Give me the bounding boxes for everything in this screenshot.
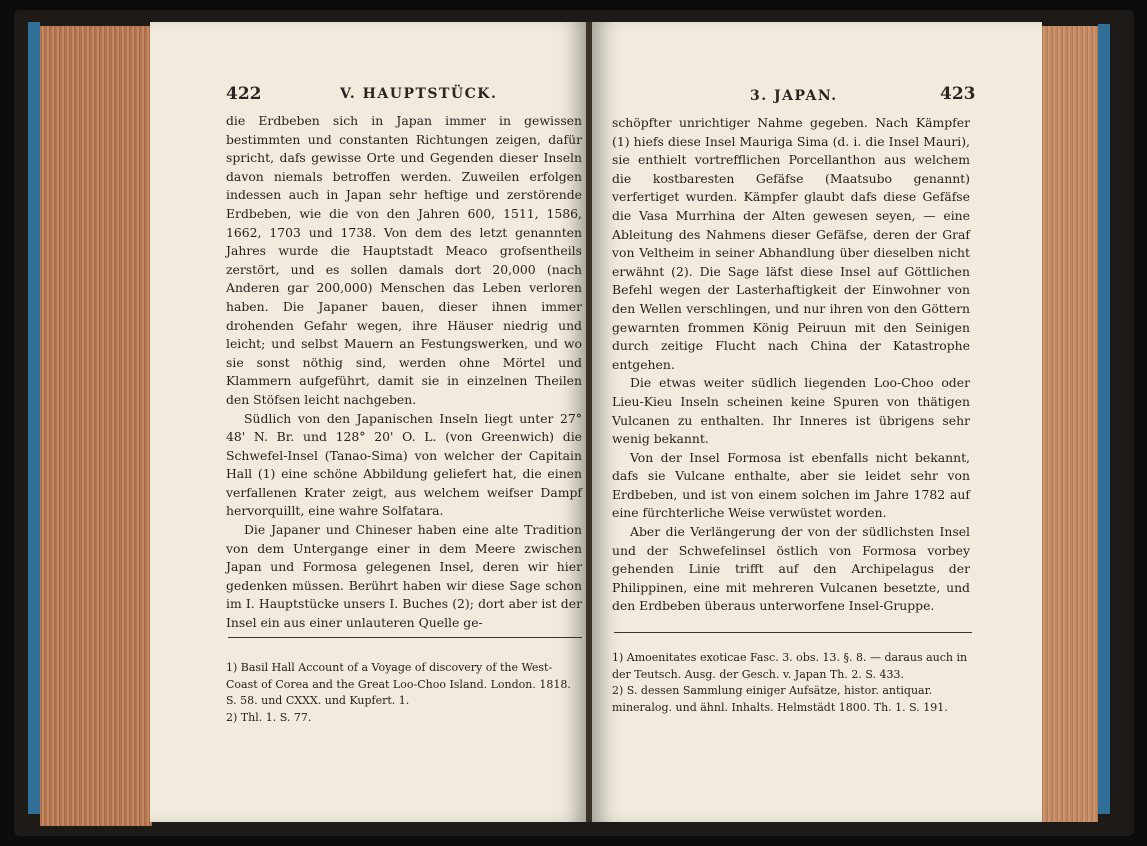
footnote: 2) Thl. 1. S. 77. xyxy=(226,710,312,724)
paragraph: Südlich von den Japanischen Inseln liegt unter 27° 48' N. Br. und 128° 20' O. L. (von Greenwich) die Schwefel-Insel (Tanao-Sima) von welcher der Capitain Hall (1) eine schöne Abbildung geliefert hat, die einen verfallenen Krater zeigt, aus welchem weifser Dampf hervorquillt, eine wahre Solfatara. xyxy=(226,410,582,519)
footnote: 1) Amoenitates exoticae Fasc. 3. obs. 13. §. 8. — daraus auch in der Teutsch. Ausg. der Gesch. v. Japan Th. 2. S. 433. xyxy=(612,651,968,681)
running-head-right: 3. JAPAN. xyxy=(750,88,838,104)
paragraph: Von der Insel Formosa ist ebenfalls nicht bekannt, dafs sie Vulcane enthalte, aber sie leidet sehr von Erdbeben, und ist von einem solchen im Jahre 1782 auf eine fürchterliche Weise verwüstet worden. xyxy=(612,449,970,521)
right-cover-edge xyxy=(1098,24,1110,814)
paragraph: Aber die Verlängerung der von der südlichsten Insel und der Schwefelinsel östlich von Formosa vorbey gehenden Linie trifft auf den Archipelagus der Philippinen, eine mit mehreren Vulcanen besetzte, und den Erdbeben überaus unterworfene Insel-Gruppe. xyxy=(612,524,970,614)
paragraph: schöpfter unrichtiger Nahme gegeben. Nach Kämpfer (1) hiefs diese Insel Mauriga Sima (d. i. die Insel Mauri), sie enthielt vortrefflichen Porcellanthon aus welchem die kostbaresten Gefäfse (Maatsubo genannt) verfertiget wurden. Kämpfer glaubt dafs diese Gefäfse die Vasa Murrhina der Alten gewesen seyen, — eine Ableitung des Nahmens dieser Gefäfse, deren der Graf von Veltheim in seiner Abhandlung über dieselben nicht erwähnt (2). Die Sage läfst diese Insel auf Göttlichen Befehl wegen der Lasterhaftigkeit der Einwohner von den Wellen verschlingen, und nur ihren von den Göttern gewarnten frommen König Peiruun mit den Seinigen durch zeitige Flucht nach China der Katastrophe entgehen. xyxy=(612,115,970,372)
footnote-rule-right xyxy=(614,632,972,633)
page-number-right: 423 xyxy=(940,84,976,104)
book-gutter xyxy=(586,22,592,822)
footnote-rule-left xyxy=(228,637,582,638)
footnote: 1) Basil Hall Account of a Voyage of discovery of the West-Coast of Corea and the Great Loo-Choo Island. London. 1818. S. 58. und CXXX. und Kupfert. 1. xyxy=(226,661,571,708)
paragraph: die Erdbeben sich in Japan immer in gewissen bestimmten und constanten Richtungen zeigen, dafür spricht, dafs gewisse Orte und Gegenden dieser Inseln davon niemals betroffen werden. Zuweilen erfolgen indessen auch in Japan sehr heftige und zerstörende Erdbeben, wie die von den Jahren 600, 1511, 1586, 1662, 1703 und 1738. Von dem des letzt genannten Jahres wurde die Hauptstadt Meaco grofsentheils zerstört, und es sollen damals dort 20,000 (nach Anderen gar 200,000) Menschen das Leben verloren haben. Die Japaner bauen, dieser ihnen immer drohenden Gefahr wegen, ihre Häuser niedrig und leicht; und selbst Mauern an Festungswerken, und wo sie sonst nöthig sind, werden ohne Mörtel und Klammern aufgeführt, damit sie in einzelnen Theilen den Stöfsen leicht nachgeben. xyxy=(226,113,582,407)
left-page-edges xyxy=(40,26,152,826)
left-page-text xyxy=(226,112,582,633)
footnote: 2) S. dessen Sammlung einiger Aufsätze, histor. antiquar. mineralog. und ähnl. Inhalts. Helmstädt 1800. Th. 1. S. 191. xyxy=(612,684,948,714)
right-page-text xyxy=(612,114,970,616)
left-cover-edge xyxy=(28,22,40,814)
right-page-edges xyxy=(1040,26,1098,822)
running-head-left: V. HAUPTSTÜCK. xyxy=(340,86,498,102)
page-number-left: 422 xyxy=(226,84,262,104)
paragraph: Die Japaner und Chineser haben eine alte Tradition von dem Untergange einer in dem Meere zwischen Japan und Formosa gelegenen Insel, deren wir hier gedenken müssen. Berührt haben wir diese Sage schon im I. Hauptstücke unsers I. Buches (2); dort aber ist der Insel ein aus einer unlauteren Quelle ge- xyxy=(226,522,582,631)
footnotes-left xyxy=(226,660,582,726)
footnotes-right xyxy=(612,650,970,716)
paragraph: Die etwas weiter südlich liegenden Loo-Choo oder Lieu-Kieu Inseln scheinen keine Spuren von thätigen Vulcanen zu enthalten. Ihr Inneres ist übrigens sehr wenig bekannt. xyxy=(612,375,970,447)
